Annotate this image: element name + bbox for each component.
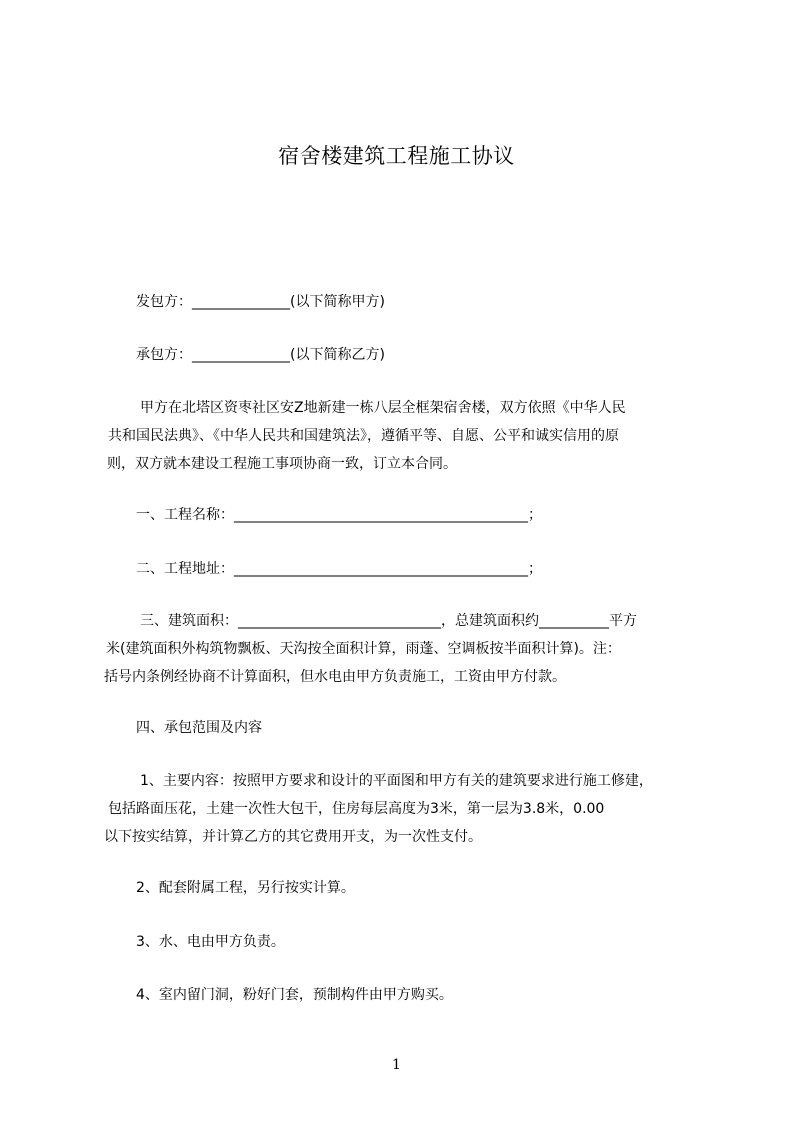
scope-item-3: 3、水、电由甲方负责。 bbox=[136, 934, 285, 950]
intro-line-1: 甲方在北塔区资枣社区安Z地新建一栋八层全框架宿舍楼，双方依照《中华人民 bbox=[140, 400, 626, 416]
scope-item-4: 4、室内留门洞，粉好门套，预制构件由甲方购买。 bbox=[136, 987, 453, 1003]
intro-line-2: 共和国民法典》、《中华人民共和国建筑法》，遵循平等、自愿、公平和诚实信用的原 bbox=[108, 428, 619, 444]
project-address-line: 二、工程地址：__________________________________________； bbox=[136, 561, 542, 577]
project-name-line: 一、工程名称：__________________________________________； bbox=[136, 507, 542, 523]
party-b-line: 承包方：______________(以下简称乙方) bbox=[136, 347, 385, 363]
scope-item-1-line-1: 1、主要内容：按照甲方要求和设计的平面图和甲方有关的建筑要求进行施工修建， bbox=[140, 773, 653, 789]
building-area-line-3: 括号内条例经协商不计算面积，但水电由甲方负责施工，工资由甲方付款。 bbox=[104, 669, 566, 685]
scope-item-1-line-2: 包括路面压花，土建一次性大包干，住房每层高度为3米，第一层为3.8米，0.00 bbox=[108, 801, 605, 817]
intro-line-3: 则，双方就本建设工程施工事项协商一致，订立本合同。 bbox=[107, 456, 457, 472]
building-area-line-1: 三、建筑面积：_____________________________，总建筑面积约__________平方 bbox=[140, 613, 637, 629]
document-title: 宿舍楼建筑工程施工协议 bbox=[278, 144, 515, 168]
scope-item-1-line-3: 以下按实结算，并计算乙方的其它费用开支，为一次性支付。 bbox=[104, 829, 482, 845]
page-number: 1 bbox=[392, 1057, 401, 1073]
scope-item-2: 2、配套附属工程，另行按实计算。 bbox=[136, 880, 355, 896]
scope-heading: 四、承包范围及内容 bbox=[136, 720, 262, 736]
party-a-line: 发包方：______________(以下简称甲方) bbox=[136, 294, 385, 310]
building-area-line-2: 米(建筑面积外构筑物飘板、天沟按全面积计算，雨蓬、空调板按半面积计算)。注： bbox=[106, 641, 621, 657]
